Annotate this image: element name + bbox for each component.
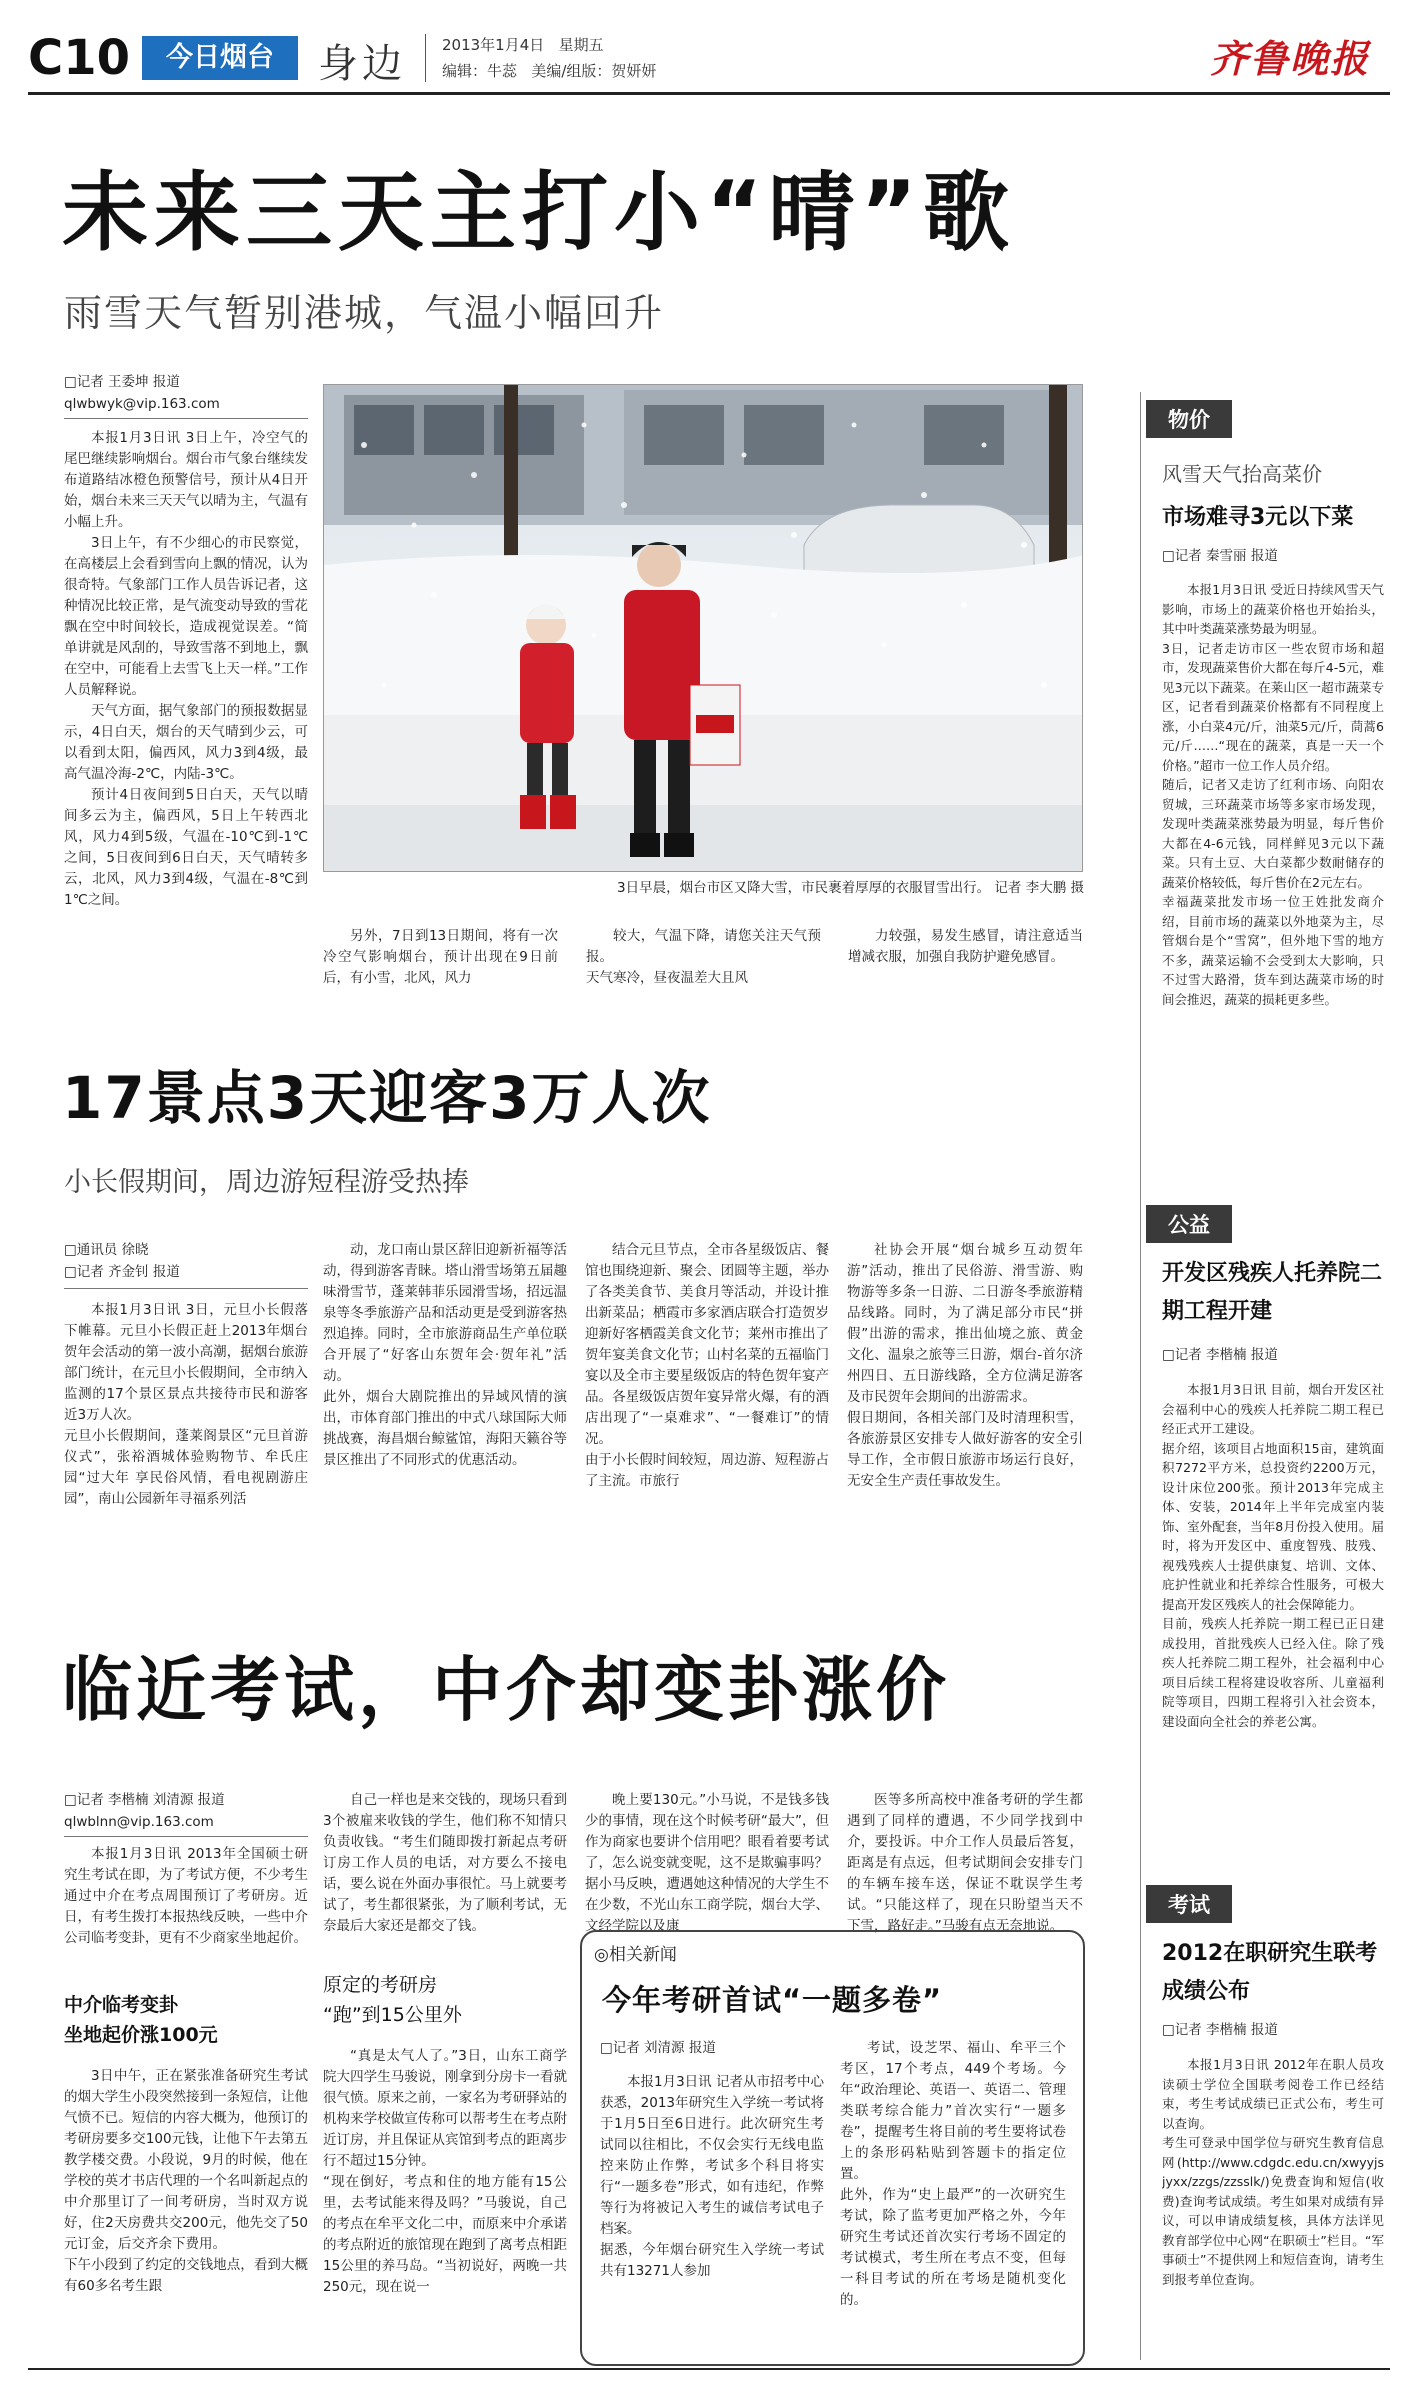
story2-byline1: □通讯员 徐晓 <box>64 1242 149 1258</box>
story2-subhead: 小长假期间，周边游短程游受热捧 <box>64 1167 469 1198</box>
sidebar-price-body: 本报1月3日讯 受近日持续风雪天气影响，市场上的蔬菜价格也开始抬头，其中叶类蔬菜涨势最为明显。 3日，记者走访市区一些农贸市场和超市，发现蔬菜售价大都在每斤4-5元，难见3元以下蔬菜。在莱山区一超市蔬菜专区，记者看到蔬菜价格都有不同程度上涨，小白菜4元/斤，油菜5元/斤，茼蒿6元/斤……“现在的蔬菜，真是一天一个价格。”超市一位工作人员介绍。 随后，记者又走访了红利市场、向阳农贸城，三环蔬菜市场等多家市场发现，发现叶类蔬菜涨势最为明显，每斤售价大都在4-6元钱，同样鲜见3元以下蔬菜。只有土豆、大白菜都少数耐储存的蔬菜价格较低，每斤售价在2元左右。 幸福蔬菜批发市场一位王姓批发商介绍，目前市场的蔬菜以外地菜为主，尽管烟台是个“雪窝”，但外地下雪的地方不多，蔬菜运输不会受到太大影响，只不过雪大路滑，货车到达蔬菜市场的时间会推迟，蔬菜的损耗更多些。 <box>1162 582 1384 1007</box>
date: 2013年1月4日 <box>442 36 545 54</box>
sidebar-exam-byline: □记者 李楷楠 报道 <box>1162 2022 1278 2038</box>
page-bottom-rule <box>28 2368 1390 2370</box>
related-news-col2: 考试，设芝罘、福山、牟平三个考区，17个考点，449个考场。今年“政治理论、英语一、英语二、管理类联考综合能力”首次实行“一题多卷”，提醒考生将目前的考生要将试卷上的条形码粘贴到答题卡的指定位置。 此外，作为“史上最严”的一次研究生考试，除了监考更加严格之外，今年研究生考试还首次实行考场不固定的考试模式，考生所在考点不变，但每一科目考试的所在考场是随机变化的。 <box>840 2040 1066 2308</box>
story3-byline: □记者 李楷楠 刘清源 报道 <box>64 1792 225 1808</box>
story1-byline-rule <box>64 418 308 419</box>
story3-byline-rule <box>64 1836 308 1837</box>
story1-byline: □记者 王委坤 报道 <box>64 374 180 390</box>
sidebar-price-headline: 市场难寻3元以下菜 <box>1162 505 1354 530</box>
story1-email: qlwbwyk@vip.163.com <box>64 396 220 412</box>
story2-col4: 社协会开展“烟台城乡互动贺年游”活动，推出了民俗游、滑雪游、购物游等多条一日游、二日游冬季旅游精品线路。同时，为了满足部分市民“拼假”出游的需求，推出仙境之旅、黄金文化、温泉之旅等三日游，烟台-首尔济州四日、五日游线路，全方位满足游客及市民贺年会期间的出游需求。 假日期间，各相关部门及时清理积雪，各旅游景区安排专人做好游客的安全引导工作，全市假日旅游市场运行良好，无安全生产责任事故发生。 <box>847 1242 1083 1489</box>
story1-photo <box>323 384 1083 872</box>
related-news-col1: 本报1月3日讯 记者从市招考中心获悉，2013年研究生入学统一考试将于1月5日至6日进行。此次研究生考试同以往相比，不仅会实行无线电监控来防止作弊，考试多个科目将实行“一题多卷”形式，如有违纪，作弊等行为将被记入考生的诚信考试电子档案。 据悉，今年烟台研究生入学统一考试共有13271人参加 <box>600 2074 824 2279</box>
story1-col1 <box>64 428 308 988</box>
story1-col2: 另外，7日到13日期间，将有一次冷空气影响烟台，预计出现在9日前后，有小雪，北风，风力 <box>323 928 558 986</box>
story3-col2b: “真是太气人了。”3日，山东工商学院大四学生马骏说，刚拿到分房卡一看就很气愤。原来之前，一家名为考研驿站的机构来学校做宣传称可以帮考生在考点附近订房，并且保证从宾馆到考点的距离步行不超过15分钟。 “现在倒好，考点和住的地方能有15公里，去考试能来得及吗？”马骏说，自己的考点在牟平文化二中，而原来中介承诺的考点附近的旅馆现在跑到了离考点相距15公里的养马岛。“当初说好，两晚一共250元，现在说一 <box>323 2048 567 2295</box>
sidebar-tag-charity: 公益 <box>1146 1205 1232 1243</box>
sidebar-price-kicker: 风雪天气抬高菜价 <box>1162 462 1322 486</box>
story1-col1-p1: 本报1月3日讯 3日上午，冷空气的尾巴继续影响烟台。烟台市气象台继续发布道路结冰橙色预警信号，预计从4日开始，烟台未来三天天气以晴为主，气温有小幅上升。 <box>64 430 308 530</box>
story2-headline: 17景点3天迎客3万人次 <box>62 1064 712 1132</box>
story2-byline2: □记者 齐金钊 报道 <box>64 1264 180 1280</box>
editor-line <box>442 60 656 81</box>
story1-photo-caption: 3日早晨，烟台市区又降大雪，市民裹着厚厚的衣服冒雪出行。 记者 李大鹏 摄 <box>617 880 1084 896</box>
story3-col3a: 晚上要130元。”小马说，不是钱多钱少的事情，现在这个时候考研“最大”，但作为商家也要讲个信用吧？眼看着要考试了，怎么说变就变呢，这不是欺骗事吗？ 据小马反映，遭遇她这种情况的大学生不在少数，不光山东工商学院，烟台大学、文经学院以及康 <box>585 1792 829 1934</box>
related-news-byline: □记者 刘清源 报道 <box>600 2040 716 2056</box>
sidebar-exam-body: 本报1月3日讯 2012年在职人员攻读硕士学位全国联考阅卷工作已经结束，考生考试成绩已正式公布，考生可以查询。 考生可登录中国学位与研究生教育信息网(http://www.cdgdc.edu.cn/xwyyjsjyxx/zzgs/zzsslk/)免费查询和短信(收费)查询考试成绩。考生如果对成绩有异议，可以申请成绩复核，具体方法详见教育部学位中心网“在职硕士”栏目。“军事硕士”不提供网上和短信查询，请考生到报考单位查询。 <box>1162 2057 1384 2287</box>
sidebar-charity-body: 本报1月3日讯 目前，烟台开发区社会福利中心的残疾人托养院二期工程已经正式开工建设。 据介绍，该项目占地面积15亩，建筑面积7272平方米，总投资约2200万元，设计床位200张。预计2013年完成主体、安装，2014年上半年完成室内装饰、室外配套，当年8月份投入使用。届时，将为开发区中、重度智残、肢残、视残残疾人士提供康复、培训、文体、庇护性就业和托养综合性服务，可极大提高开发区残疾人的社会保障能力。 目前，残疾人托养院一期工程已正日建成投用，首批残疾人已经入住。除了残疾人托养院二期工程外，社会福利中心项目后续工程将建设收容所、儿童福利院等项目，四期工程将引入社会资本，建设面向全社会的养老公寓。 <box>1162 1382 1384 1729</box>
editor: 编辑：牛蕊 <box>442 62 518 80</box>
sidebar-price-byline: □记者 秦雪丽 报道 <box>1162 548 1278 564</box>
story3-headline: 临近考试，中介却变卦涨价 <box>62 1649 950 1731</box>
weekday: 星期五 <box>558 36 604 54</box>
page-number: C10 <box>28 30 131 86</box>
story3-col1b: 3日中午，正在紧张准备研究生考试的烟大学生小段突然接到一条短信，让他气愤不已。短信的内容大概为，他预订的考研房要多交100元钱，让他下午去第五教学楼交费。小段说，9月的时候，他在学校的英才书店代理的一个名叫新起点的中介那里订了一间考研房，当时双方说好，住2天房费共交200元，他先交了50元订金，后交齐余下费用。 下午小段到了约定的交钱地点，看到大概有60多名考生跟 <box>64 2068 308 2294</box>
story2-col1: 本报1月3日讯 3日，元旦小长假落下帷幕。元旦小长假正赶上2013年烟台贺年会活动的第一波小高潮，据烟台旅游部门统计，在元旦小长假期间，全市纳入监测的17个景区景点共接待市民和游客近3万人次。 元旦小长假期间，蓬莱阁景区“元旦首游仪式”，张裕酒城体验购物节、牟氏庄园“过大年 享民俗风情，看电视剧游庄园”，南山公园新年寻福系列活 <box>64 1302 308 1507</box>
story2-col3: 结合元旦节点，全市各星级饭店、餐馆也围绕迎新、聚会、团圆等主题，举办了各类美食节、美食月等活动，并设计推出新菜品；栖霞市多家酒店联合打造贺岁迎新好客栖霞美食文化节；莱州市推出了贺年宴美食文化节；山村名菜的五福临门宴以及全市主要星级饭店的特色贺年宴产品。各星级饭店贺年宴异常火爆，有的酒店出现了“一桌难求”、“一餐难订”的情况。 由于小长假时间较短，周边游、短程游占了主流。市旅行 <box>585 1242 829 1489</box>
section-tag: 今日烟台 <box>142 36 298 80</box>
related-news-kicker: ◎相关新闻 <box>594 1945 677 1965</box>
story3-col2a: 自己一样也是来交钱的，现场只看到3个被雇来收钱的学生，他们称不知情只负责收钱。“考生们随即拨打新起点考研订房工作人员的电话，对方要么不接电话，要么说在外面办事很忙。马上就要考试了，考生都很紧张，为了顺利考试，无奈最后大家还是都交了钱。 <box>323 1792 567 1934</box>
sidebar-tag-price: 物价 <box>1146 400 1232 438</box>
story1-subhead: 雨雪天气暂别港城，气温小幅回升 <box>64 291 665 335</box>
story1-col4: 力较强，易发生感冒，请注意适当增减衣服，加强自我防护避免感冒。 <box>848 928 1083 965</box>
story1-col1-p2: 3日上午，有不少细心的市民察觉，在高楼层上会看到雪向上飘的情况，认为很奇特。气象部门工作人员告诉记者，这种情况比较正常，是气流变动导致的雪花飘在空中时间较长，造成视觉误差。“简单讲就是风刮的，导致雪落不到地上，飘在空中，可能看上去雪飞上天一样。”工作人员解释说。 <box>64 535 308 698</box>
story3-email: qlwblnn@vip.163.com <box>64 1814 214 1830</box>
story1-col1-p4: 预计4日夜间到5日白天，天气以晴间多云为主，偏西风，5日上午转西北风，风力4到5级，气温在-10℃到-1℃之间，5日夜间到6日白天，天气晴转多云，北风，风力3到4级，气温在-8℃到1℃之间。 <box>64 787 308 908</box>
snow-photo <box>324 385 1083 872</box>
column-name: 身边 <box>318 41 406 87</box>
story1-headline: 未来三天主打小“晴”歌 <box>62 163 1016 263</box>
sidebar-charity-headline: 开发区残疾人托养院二期工程开建 <box>1162 1261 1383 1324</box>
related-news-box <box>580 1930 1085 2366</box>
date-line <box>442 34 604 55</box>
masthead <box>0 0 1417 100</box>
sidebar-tag-exam: 考试 <box>1146 1885 1232 1923</box>
designer: 美编/组版：贺妍妍 <box>531 62 657 80</box>
story2-col2: 动，龙口南山景区辞旧迎新祈福等活动，得到游客青睐。塔山滑雪场第五届趣味滑雪节，蓬莱韩菲乐园滑雪场，招远温泉等冬季旅游产品和活动更是受到游客热烈追捧。同时，全市旅游商品生产单位联合开展了“好客山东贺年会·贺年礼”活动。 此外，烟台大剧院推出的异域风情的演出，市体育部门推出的中式八球国际大师挑战赛，海昌烟台鲸鲨馆，海阳天籁谷等景区推出了不同形式的优惠活动。 <box>323 1242 567 1468</box>
newspaper-logo: 齐鲁晚报 <box>1210 36 1371 81</box>
masthead-rule <box>28 92 1390 95</box>
story3-col4a: 医等多所高校中准备考研的学生都遇到了同样的遭遇，不少同学找到中介，要投诉。中介工作人员最后答复，距离是有点远，但考试期间会安排专门的车辆车接车送，保证不耽误学生考试。“只能这样了，现在只盼望当天不下雪，路好走。”马骏有点无奈地说。 <box>847 1792 1083 1934</box>
sidebar-charity-byline: □记者 李楷楠 报道 <box>1162 1347 1278 1363</box>
masthead-divider <box>425 34 426 82</box>
sidebar-exam-headline: 2012在职研究生联考成绩公布 <box>1162 1941 1378 2004</box>
story3-col1a: 本报1月3日讯 2013年全国硕士研究生考试在即，为了考试方便，不少考生通过中介在考点周围预订了考研房。近日，有考生拨打本报热线反映，一些中介公司临考变卦，更有不少商家坐地起价。 <box>64 1846 308 1946</box>
related-news-headline: 今年考研首试“一题多卷” <box>602 1983 943 2017</box>
story1-col1-p3: 天气方面，据气象部门的预报数据显示，4日白天，烟台的天气晴到少云，可以看到太阳，偏西风，风力3到4级，最高气温冷海-2℃，内陆-3℃。 <box>64 703 308 782</box>
story3-subhead2: 原定的考研房 “跑”到15公里外 <box>323 1974 462 2026</box>
story1-col3: 较大，气温下降，请您关注天气预报。 天气寒冷，昼夜温差大且风 <box>586 928 821 986</box>
story3-subhead1: 中介临考变卦 坐地起价涨100元 <box>64 1994 218 2046</box>
story2-byline-rule <box>64 1288 308 1289</box>
